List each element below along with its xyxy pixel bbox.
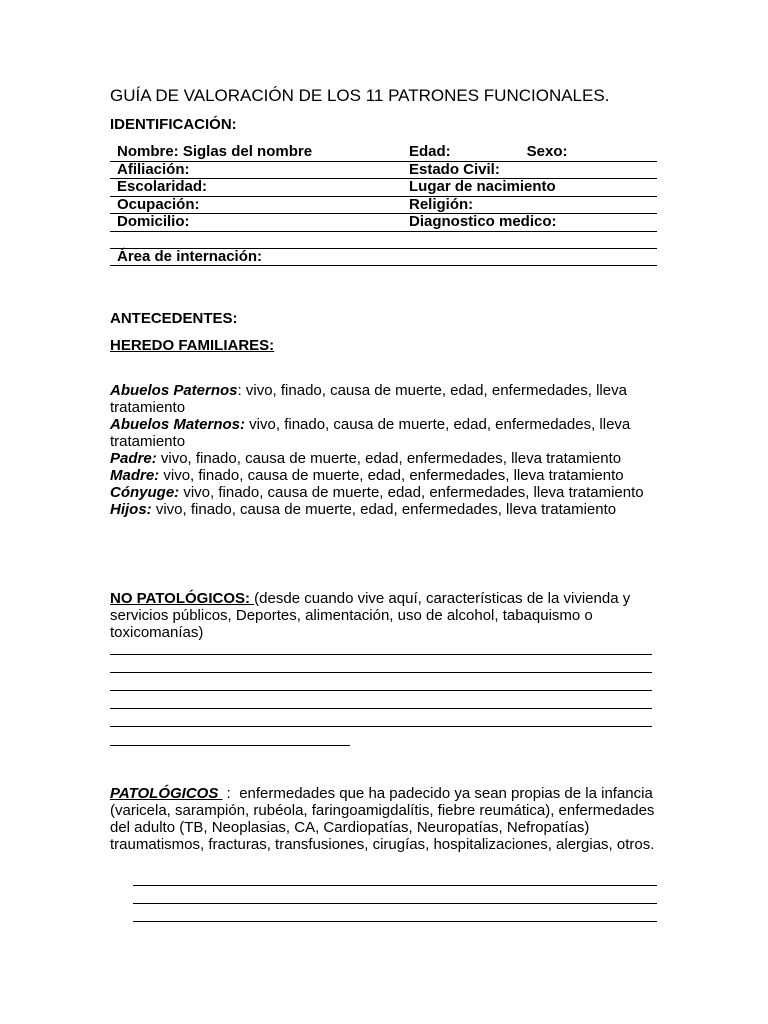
area-internacion-label: Área de internación: <box>110 248 402 266</box>
no-patologicos-paragraph <box>110 590 660 641</box>
no-patologicos-text: (desde cuando vive aquí, características de la vivienda y servicios públicos, Deportes, alimentación, uso de alcohol, tabaquismo o toxicomanías) <box>110 590 631 641</box>
answer-line[interactable] <box>110 745 350 746</box>
identificacion-table <box>110 144 657 266</box>
list-item <box>110 450 660 467</box>
table-row <box>110 144 657 161</box>
domicilio-label: Domicilio: <box>110 214 402 232</box>
abuelos-paternos-label: Abuelos Paternos <box>110 382 238 399</box>
item-text: vivo, finado, causa de muerte, edad, enfermedades, lleva tratamiento <box>110 382 627 416</box>
answer-line[interactable] <box>110 708 652 709</box>
empty-cell <box>402 248 657 266</box>
heredo-familiares-heading: HEREDO FAMILIARES: <box>110 337 275 354</box>
heredo-familiares-list <box>110 382 660 518</box>
table-row <box>110 179 657 197</box>
separator: : <box>237 382 242 399</box>
answer-line[interactable] <box>110 726 652 727</box>
nombre-label: Nombre: Siglas del nombre <box>110 144 402 161</box>
ocupacion-label: Ocupación: <box>110 196 402 214</box>
list-item <box>110 467 660 484</box>
item-text: vivo, finado, causa de muerte, edad, enfermedades, lleva tratamiento <box>156 450 622 467</box>
document-title: GUÍA DE VALORACIÓN DE LOS 11 PATRONES FUNCIONALES. <box>110 86 610 105</box>
patologicos-paragraph <box>110 785 658 853</box>
patologicos-text: enfermedades que ha padecido ya sean propias de la infancia (varicela, sarampión, rubéola, faringoamigdalítis, fiebre reumática), enfermedades del adulto (TB, Neoplasias, CA, Cardiopatías, Neuropatías, Nefropatías) traumatismos, fracturas, transfusiones, cirugías, hospitalizaciones, alergias, otros. <box>110 785 655 853</box>
conyuge-label: Cónyuge: <box>110 484 180 501</box>
answer-line[interactable] <box>133 885 657 886</box>
estado-civil-label: Estado Civil: <box>402 161 657 179</box>
answer-line[interactable] <box>133 903 657 904</box>
abuelos-maternos-label: Abuelos Maternos: <box>110 416 246 433</box>
antecedentes-heading: ANTECEDENTES: <box>110 310 238 327</box>
escolaridad-label: Escolaridad: <box>110 179 402 197</box>
padre-label: Padre: <box>110 450 157 467</box>
item-text: vivo, finado, causa de muerte, edad, enfermedades, lleva tratamiento <box>179 484 644 501</box>
answer-line[interactable] <box>110 654 652 655</box>
diagnostico-label: Diagnostico medico: <box>402 214 657 232</box>
item-text: vivo, finado, causa de muerte, edad, enfermedades, lleva tratamiento <box>110 416 631 450</box>
table-row <box>110 161 657 179</box>
patologicos-label: PATOLÓGICOS <box>110 785 223 802</box>
sexo-label: Sexo: <box>526 143 568 160</box>
item-text: vivo, finado, causa de muerte, edad, enfermedades, lleva tratamiento <box>151 501 617 518</box>
hijos-label: Hijos: <box>110 501 152 518</box>
answer-line[interactable] <box>110 672 652 673</box>
no-patologicos-label: NO PATOLÓGICOS: <box>110 590 255 607</box>
item-text: vivo, finado, causa de muerte, edad, enfermedades, lleva tratamiento <box>159 467 624 484</box>
edad-sexo-cell <box>402 144 657 161</box>
identificacion-heading: IDENTIFICACIÓN: <box>110 116 237 133</box>
religion-label: Religión: <box>402 196 657 214</box>
answer-line[interactable] <box>133 921 657 922</box>
list-item <box>110 484 660 501</box>
table-row <box>110 248 657 266</box>
afiliacion-label: Afiliación: <box>110 161 402 179</box>
list-item <box>110 382 660 416</box>
lugar-nacimiento-label: Lugar de nacimiento <box>402 179 657 197</box>
answer-line[interactable] <box>110 690 652 691</box>
separator: : <box>222 785 240 802</box>
table-row <box>110 196 657 214</box>
empty-cell <box>110 231 402 248</box>
list-item <box>110 416 660 450</box>
edad-label: Edad: <box>409 143 451 160</box>
list-item <box>110 501 660 518</box>
table-row <box>110 214 657 232</box>
table-row <box>110 231 657 248</box>
madre-label: Madre: <box>110 467 160 484</box>
empty-cell <box>402 231 657 248</box>
